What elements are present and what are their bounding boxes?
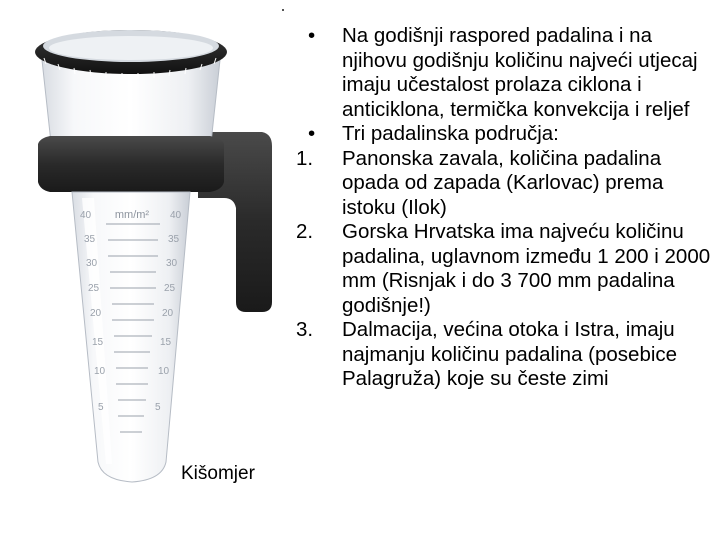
scale-mark: 5 bbox=[155, 402, 161, 413]
scale-mark: 15 bbox=[92, 337, 104, 348]
scale-mark: 35 bbox=[84, 234, 96, 245]
number-marker: 2. bbox=[296, 220, 314, 243]
list-item bbox=[296, 122, 716, 147]
gauge-unit-label: mm/m² bbox=[114, 209, 150, 221]
bullet-marker: • bbox=[308, 122, 316, 145]
scale-mark: 20 bbox=[162, 308, 174, 319]
list-item bbox=[296, 220, 716, 318]
scale-mark: 40 bbox=[170, 210, 182, 221]
list-item-text: Na godišnji raspored padalina i na njihovu godišnju količinu najveći utjecaj imaju učestalost prolaza ciklona i anticiklona, termička konvekcija i reljef bbox=[342, 24, 698, 121]
scale-mark: 10 bbox=[94, 366, 106, 377]
figure-caption: Kišomjer bbox=[181, 463, 255, 484]
number-marker: 3. bbox=[296, 318, 314, 341]
scale-mark: 10 bbox=[158, 366, 170, 377]
list-item bbox=[296, 24, 716, 122]
scale-mark: 30 bbox=[166, 258, 178, 269]
decorative-dot bbox=[282, 9, 284, 11]
list-item-text: Tri padalinska područja: bbox=[342, 122, 559, 145]
scale-mark: 35 bbox=[168, 234, 180, 245]
list-item-text: Panonska zavala, količina padalina opada od zapada (Karlovac) prema istoku (Ilok) bbox=[342, 146, 664, 219]
scale-mark: 40 bbox=[80, 210, 92, 221]
scale-mark: 30 bbox=[86, 258, 98, 269]
bullet-marker: • bbox=[308, 24, 316, 47]
scale-mark: 5 bbox=[98, 402, 104, 413]
number-marker: 1. bbox=[296, 146, 314, 170]
bullet-list bbox=[296, 24, 716, 392]
list-item bbox=[296, 147, 716, 221]
rain-gauge-image bbox=[10, 12, 285, 502]
scale-mark: 25 bbox=[88, 283, 100, 294]
scale-mark: 20 bbox=[90, 308, 102, 319]
scale-mark: 25 bbox=[164, 283, 176, 294]
list-item bbox=[296, 318, 716, 392]
scale-mark: 15 bbox=[160, 337, 172, 348]
list-item-text: Dalmacija, većina otoka i Istra, imaju najmanju količinu padalina (posebice Palagruža) koje su česte zimi bbox=[342, 318, 678, 390]
list-item-text: Gorska Hrvatska ima najveću količinu padalina, uglavnom između 1 200 i 2000 mm (Risnjak i do 3 700 mm padalina godišnje!) bbox=[342, 220, 711, 317]
